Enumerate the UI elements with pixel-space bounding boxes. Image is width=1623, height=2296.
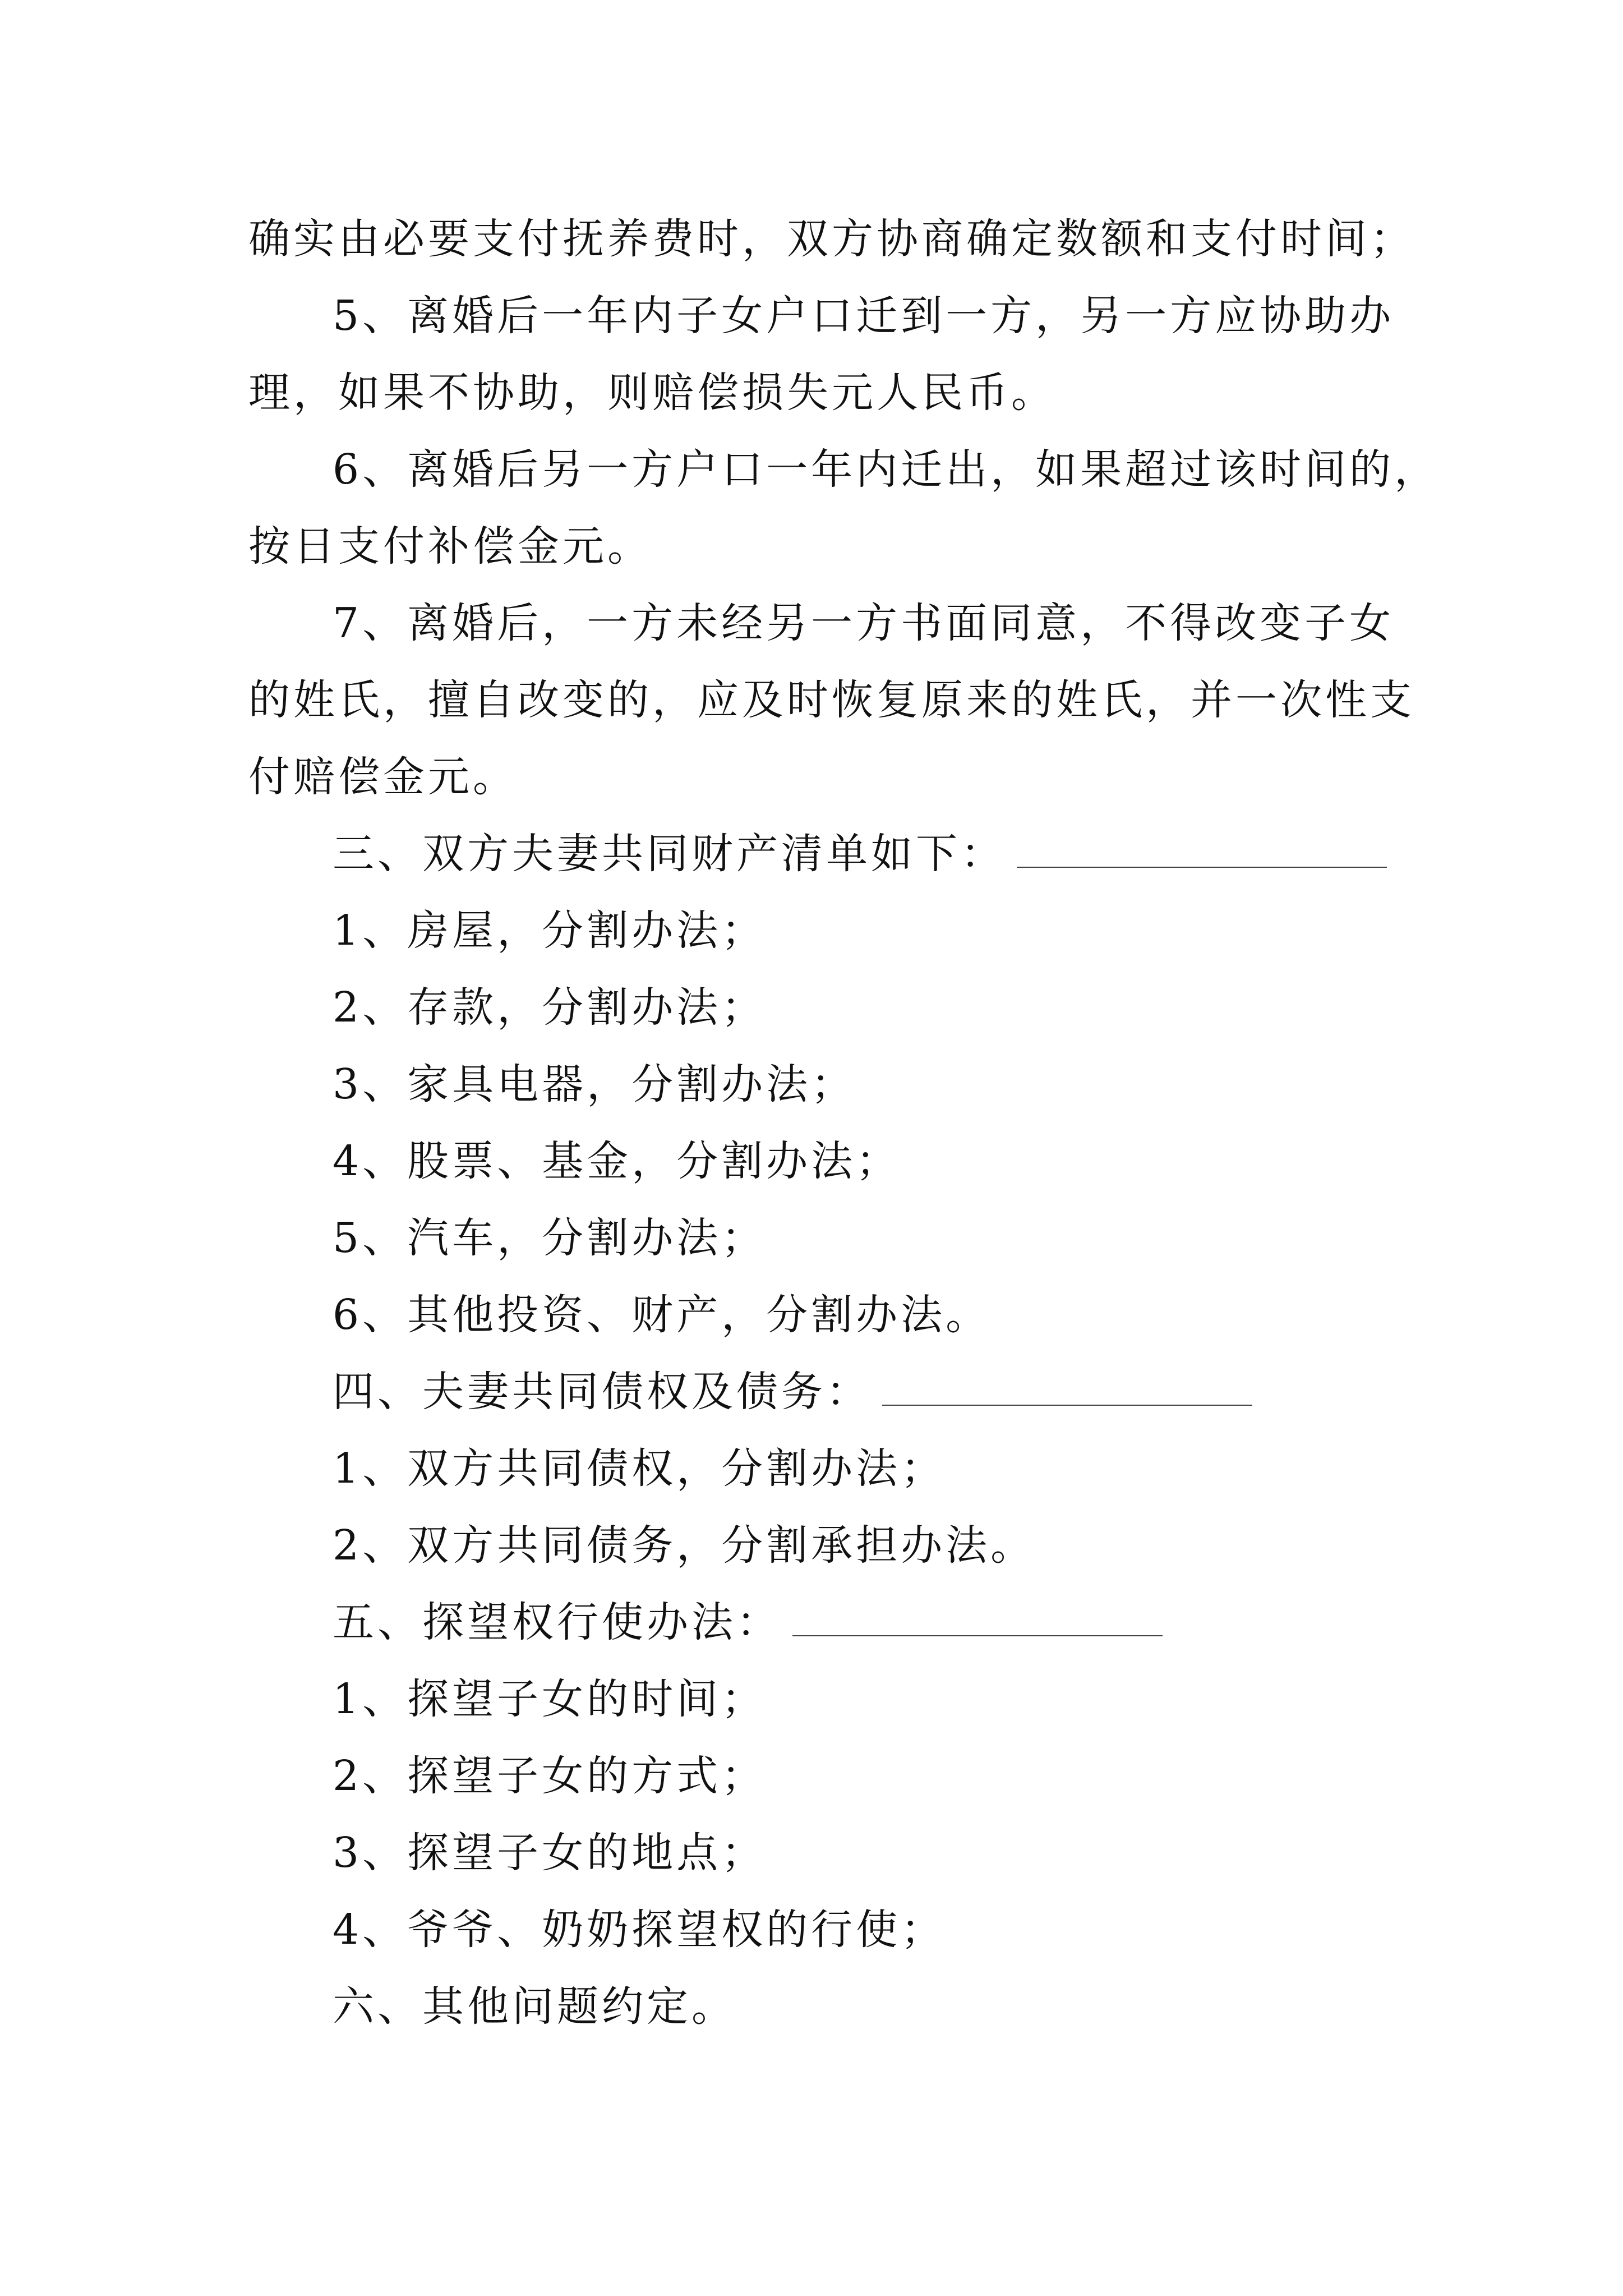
list-item (248, 1661, 1398, 1738)
line-text: 付赔偿金元。 (248, 753, 518, 801)
section-heading-property (248, 816, 1398, 892)
line-text: 1、房屋，分割办法； (333, 907, 767, 955)
paragraph-line (248, 278, 1398, 355)
line-text: 4、股票、基金，分割办法； (333, 1137, 901, 1185)
list-item (248, 1200, 1398, 1277)
line-text: 2、存款，分割办法； (333, 983, 767, 1032)
line-text: 四、夫妻共同债权及债务： (333, 1368, 871, 1416)
line-text: 理，如果不协助，则赔偿损失元人民币。 (248, 369, 1056, 417)
section-heading-visitation (248, 1584, 1398, 1661)
line-text: 的姓氏，擅自改变的，应及时恢复原来的姓氏，并一次性支 (248, 676, 1415, 724)
fill-in-blank (792, 1602, 1163, 1636)
line-text: 确实由必要支付抚养费时，双方协商确定数额和支付时间； (248, 215, 1415, 263)
line-text: 2、双方共同债务，分割承担办法。 (333, 1521, 1036, 1570)
section-heading-debts (248, 1354, 1398, 1430)
line-text: 1、双方共同债权，分割办法； (333, 1444, 946, 1493)
paragraph-line (248, 662, 1415, 739)
fill-in-blank (1017, 833, 1387, 868)
list-item (248, 1892, 1398, 1968)
paragraph-line (248, 201, 1415, 278)
fill-in-blank (882, 1371, 1252, 1406)
line-text: 6、离婚后另一方户口一年内迁出，如果超过该时间的， (333, 445, 1440, 494)
paragraph-line (248, 739, 1398, 816)
list-item (248, 1507, 1398, 1584)
line-text: 三、双方夫妻共同财产清单如下： (333, 830, 1006, 878)
line-text: 7、离婚后，一方未经另一方书面同意，不得改变子女 (333, 599, 1395, 647)
list-item (248, 1430, 1398, 1507)
list-item (248, 969, 1398, 1046)
line-text: 1、探望子女的时间； (333, 1675, 767, 1723)
line-text: 按日支付补偿金元。 (248, 522, 652, 570)
line-text: 5、离婚后一年内子女户口迁到一方，另一方应协助办 (333, 292, 1395, 340)
list-item (248, 1738, 1398, 1815)
line-text: 3、探望子女的地点； (333, 1829, 767, 1877)
list-item (248, 1123, 1398, 1200)
paragraph-line (248, 585, 1398, 662)
section-heading-other (248, 1968, 1398, 2045)
paragraph-line (248, 508, 1398, 585)
line-text: 4、爷爷、奶奶探望权的行使； (333, 1906, 946, 1954)
paragraph-line (248, 431, 1440, 508)
line-text: 6、其他投资、财产，分割办法。 (333, 1291, 991, 1339)
document-body (248, 201, 1440, 2045)
line-text: 3、家具电器，分割办法； (333, 1060, 856, 1108)
line-text: 五、探望权行使办法： (333, 1598, 781, 1646)
list-item (248, 1046, 1398, 1123)
line-text: 2、探望子女的方式； (333, 1752, 767, 1800)
line-text: 5、汽车，分割办法； (333, 1214, 767, 1262)
list-item (248, 892, 1398, 969)
paragraph-line (248, 355, 1398, 431)
line-text: 六、其他问题约定。 (333, 1982, 736, 2031)
list-item (248, 1277, 1398, 1354)
list-item (248, 1815, 1398, 1892)
